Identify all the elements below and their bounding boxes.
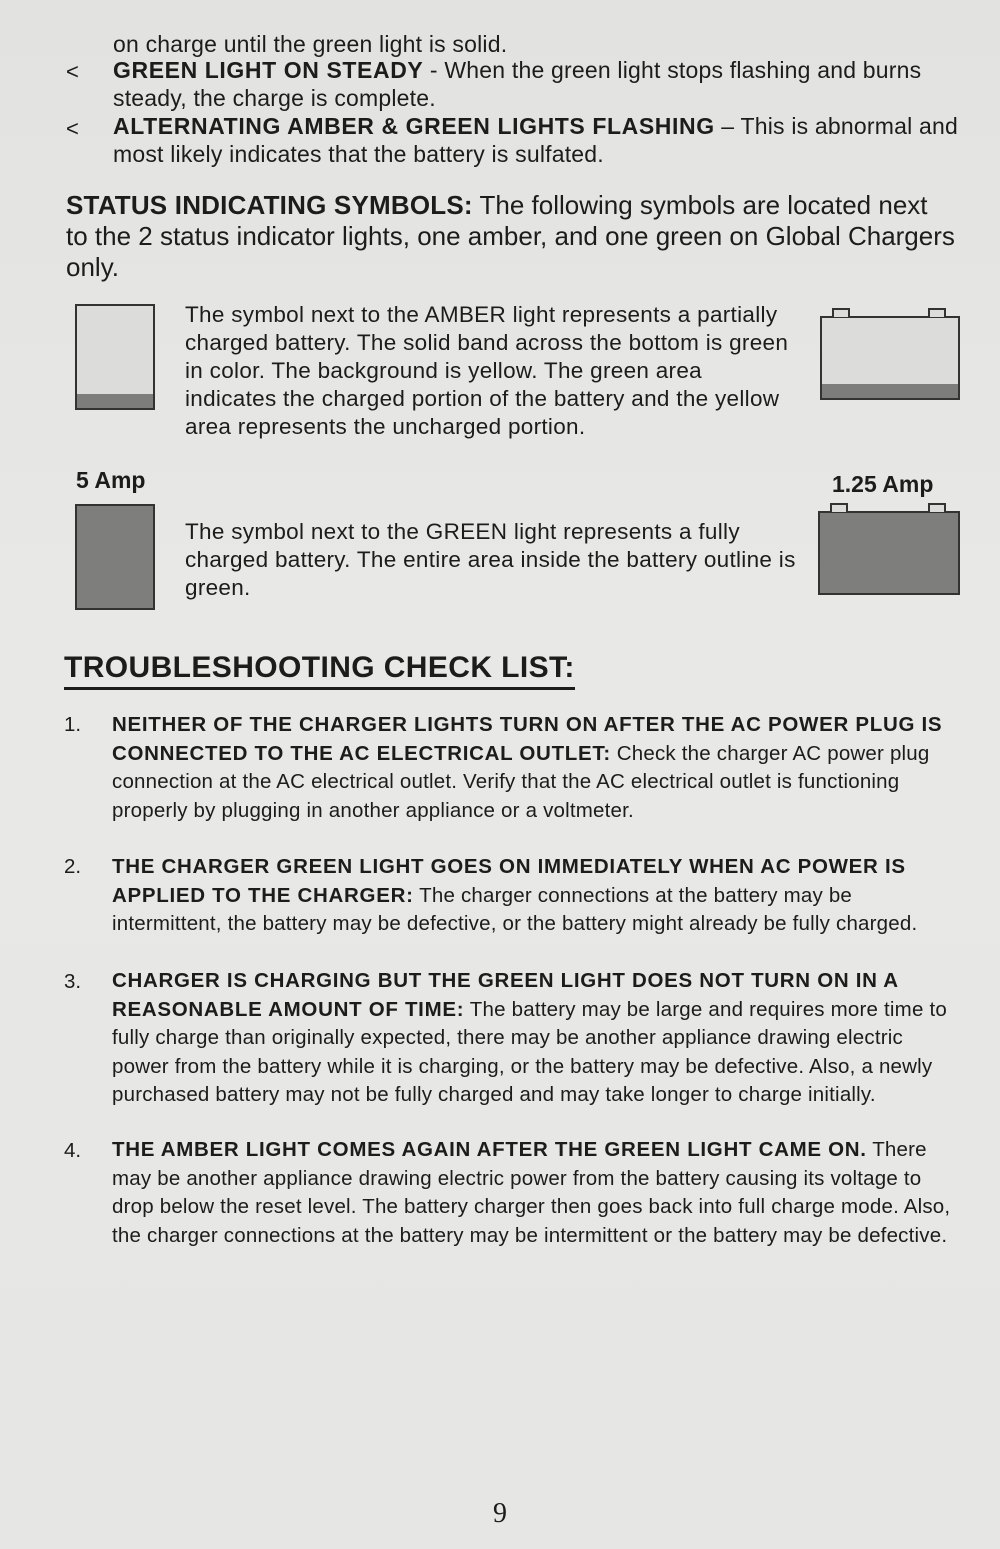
item-title: NEITHER OF THE CHARGER LIGHTS TURN ON AFTER THE AC POWER PLUG IS CONNECTED TO THE AC ELECTRICAL OUTLET:	[112, 713, 943, 765]
bullet-marker: <	[66, 59, 79, 84]
item-text: There may be another appliance drawing electric power from the battery causing its voltage to drop below the reset level. The battery charger then goes back into full charge mode. Also, the charger connections at the battery may be intermittent or the battery may be defective.	[112, 1138, 951, 1247]
item-number: 2.	[64, 855, 82, 878]
status-text: The following symbols are located next to the 2 status indicator lights, one amber, and one green on Global Chargers only.	[66, 190, 955, 282]
battery-terminal-icon	[928, 308, 946, 317]
item-title: CHARGER IS CHARGING BUT THE GREEN LIGHT DOES NOT TURN ON IN A REASONABLE AMOUNT OF TIME:	[112, 969, 899, 1021]
amber-symbol-description: The symbol next to the AMBER light represents a partially charged battery. The solid band across the bottom is green in color. The background is yellow. The green area indicates the charged portion of the battery and the yellow area represents the uncharged portion.	[185, 302, 789, 439]
troubleshooting-item	[112, 853, 957, 939]
full-battery-icon-1-25amp	[818, 511, 960, 595]
item-title: THE AMBER LIGHT COMES AGAIN AFTER THE GREEN LIGHT CAME ON.	[112, 1138, 867, 1161]
label-5-amp: 5 Amp	[76, 467, 146, 493]
battery-terminal-icon	[830, 503, 848, 512]
green-symbol-description: The symbol next to the GREEN light represents a fully charged battery. The entire area inside the battery outline is green.	[185, 519, 796, 600]
label-1-25-amp: 1.25 Amp	[832, 471, 934, 497]
partial-battery-icon-5amp	[75, 304, 155, 410]
troubleshooting-title: TROUBLESHOOTING CHECK LIST:	[64, 651, 575, 690]
item-text: Check the charger AC power plug connection at the AC electrical outlet. Verify that the AC electrical outlet is functioning properly by plugging in another appliance or a voltmeter.	[112, 741, 930, 822]
status-symbols-paragraph	[66, 190, 956, 283]
battery-terminal-icon	[928, 503, 946, 512]
bullet-alternating	[113, 112, 963, 168]
bullet-marker: <	[66, 116, 79, 141]
troubleshooting-item	[112, 1136, 957, 1250]
item-number: 3.	[64, 970, 82, 993]
continued-text: on charge until the green light is solid.	[113, 31, 508, 57]
bullet-text: - When the green light stops flashing and burns steady, the charge is complete.	[113, 57, 922, 111]
bullet-text: – This is abnormal and most likely indicates that the battery is sulfated.	[113, 113, 958, 167]
troubleshooting-item	[112, 967, 957, 1110]
bullet-green-steady	[113, 56, 963, 112]
item-number: 1.	[64, 713, 82, 736]
bullet-title: GREEN LIGHT ON STEADY	[113, 57, 424, 83]
bullet-title: ALTERNATING AMBER & GREEN LIGHTS FLASHING	[113, 113, 715, 139]
battery-terminal-icon	[832, 308, 850, 317]
page-number: 9	[493, 1498, 507, 1529]
item-title: THE CHARGER GREEN LIGHT GOES ON IMMEDIATELY WHEN AC POWER IS APPLIED TO THE CHARGER:	[112, 855, 906, 907]
item-text: The charger connections at the battery may be intermittent, the battery may be defective, or the battery might already be fully charged.	[112, 883, 918, 935]
item-text: The battery may be large and requires more time to fully charge than originally expected, there may be another appliance drawing electric power from the battery while it is charging, or the battery may be defective. Also, a newly purchased battery may not be fully charged and may take longer to charge initially.	[112, 997, 947, 1106]
full-battery-icon-5amp	[75, 504, 155, 610]
troubleshooting-item	[112, 711, 957, 825]
item-number: 4.	[64, 1139, 82, 1162]
partial-battery-icon-1-25amp	[820, 316, 960, 400]
status-title: STATUS INDICATING SYMBOLS:	[66, 190, 473, 220]
